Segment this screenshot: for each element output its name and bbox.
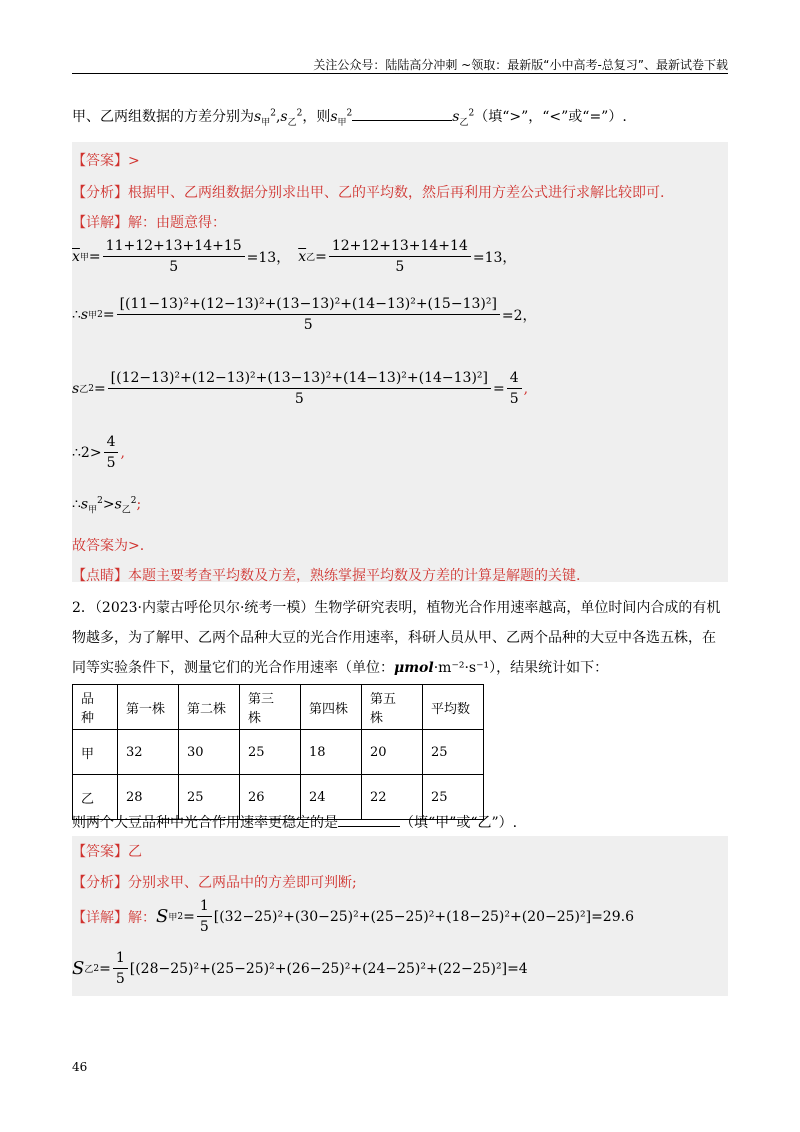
page-header: 关注公众号：陆陆高分冲刺 ~领取：最新版“小中高考-总复习”、最新试卷下载: [313, 58, 728, 72]
table-cell: 25: [240, 730, 301, 775]
a1-comment-line: [72, 565, 580, 585]
table-cell: 32: [118, 730, 179, 775]
a1-answer: >: [128, 153, 140, 169]
var-yi-result-frac: $\frac{4}{5}$: [507, 370, 522, 407]
table-cell: 乙: [73, 775, 118, 820]
a2-analysis-line: 【分析】分别求甲、乙两品中的方差即可判断;: [72, 875, 357, 891]
data-table: [72, 684, 484, 820]
table-cell: 25: [423, 775, 484, 820]
table-cell: 24: [301, 775, 362, 820]
a1-means: $\overline{x}$ 甲 = $\frac{11+12+13+14+15}{5}$ =13， $\overline{x}$ 乙 = $\frac{12+12+13+14+14}{5}$ =13，: [72, 238, 517, 275]
a1-analysis-line: [72, 182, 664, 202]
table-cell: 28: [118, 775, 179, 820]
answer-label: 【答案】: [72, 153, 128, 169]
a1-compare: ∴2 > $\frac{4}{5}$ ,: [72, 434, 125, 471]
a2-analysis: 分别求甲、乙两品中的方差即可判断;: [128, 875, 357, 891]
a2-var-yi: S 乙 2 = $\frac{1}{5}$ [(28−25)²+(25−25)²+(26−25)²+(24−25)²+(22−25)²]=4: [72, 950, 528, 987]
table-cell: 18: [301, 730, 362, 775]
a1-final: 故答案为>.: [72, 538, 145, 554]
q2-line1: 2．（2023·内蒙古呼伦贝尔·统考一模）生物学研究表明，植物光合作用速率越高，单位时间内合成的有机: [72, 600, 721, 616]
table-header-cell: 第五 株: [362, 685, 423, 730]
table-header-row: [73, 685, 484, 730]
a2-answer-line: 【答案】乙: [72, 844, 142, 860]
header-rule: [72, 73, 728, 74]
q2-blank[interactable]: [338, 826, 400, 827]
a2-answer: 乙: [128, 844, 142, 860]
table-header-cell: 平均数: [423, 685, 484, 730]
mean-jia-frac: $\frac{11+12+13+14+15}{5}$: [103, 238, 245, 275]
a1-var-jia: ∴ s 甲 2 = $\frac{\text{[(11−13)²+(12−13)²+(13−13)²+(14−13)²+(15−13)²]}}{5}$ =2，: [72, 296, 537, 333]
q2-ask: 则两个大豆品种中光合作用速率更稳定的是 （填“甲”或“乙”）.: [72, 815, 518, 831]
a2-var-jia: 【详解】 解： S 甲 2 = $\frac{1}{5}$ [(32−25)²+(30−25)²+(25−25)²+(18−25)²+(20−25)²]=29.6: [72, 898, 634, 935]
detail-label: 【详解】: [72, 215, 128, 231]
a1-detail-intro: 解：由题意得：: [128, 215, 226, 231]
q1-stem: 甲、乙两组数据的方差分别为$s_甲^2,s_乙^2$，则$s_甲^2$ $s_乙^2$（填“>”，“<”或“=”）.: [72, 108, 627, 128]
a1-analysis: 根据甲、乙两组数据分别求出甲、乙的平均数，然后再利用方差公式进行求解比较即可.: [128, 185, 665, 201]
table-header-cell: 第一株: [118, 685, 179, 730]
table-header-cell: 第三 株: [240, 685, 301, 730]
comment-label: 【点睛】: [72, 568, 128, 584]
mean-yi-frac: $\frac{12+12+13+14+14}{5}$: [329, 238, 471, 275]
a1-comment: 本题主要考查平均数及方差，熟练掌握平均数及方差的计算是解题的关键.: [128, 568, 581, 584]
a1-var-yi: s 乙 2 = $\frac{\text{[(12−13)²+(12−13)²+(13−13)²+(14−13)²+(14−13)²]}}{5}$ = $\frac{4}{5}$ ,: [72, 370, 529, 407]
table-row: [73, 730, 484, 775]
a1-answer-line: [72, 150, 140, 170]
q2-line3: 同等实验条件下，测量它们的光合作用速率（单位：μmol·m⁻²·s⁻¹），结果统计如下：: [72, 660, 609, 676]
solution1-box: [72, 142, 728, 582]
table-cell: 26: [240, 775, 301, 820]
q2-line2: 物越多，为了解甲、乙两个品种大豆的光合作用速率，科研人员从甲、乙两个品种的大豆中各选五株，在: [72, 630, 716, 646]
a1-therefore: $\therefore s_甲^2>s_乙^2$;: [72, 496, 142, 516]
table-header-cell: 品 种: [73, 685, 118, 730]
q1-stem-a: 甲、乙两组数据的方差分别为: [72, 109, 254, 125]
a1-detail-line: [72, 212, 226, 232]
q1-stem-c: （填“>”，“<”或“=”）.: [474, 109, 627, 125]
table-cell: 25: [179, 775, 240, 820]
table-header-cell: 第四株: [301, 685, 362, 730]
analysis-label: 【分析】: [72, 185, 128, 201]
var-yi-frac: $\frac{\text{[(12−13)²+(12−13)²+(13−13)²+(14−13)²+(14−13)²]}}{5}$: [108, 370, 491, 407]
page-number: 46: [72, 1060, 88, 1074]
table-cell: 22: [362, 775, 423, 820]
var-jia-frac: $\frac{\text{[(11−13)²+(12−13)²+(13−13)²+(14−13)²+(15−13)²]}}{5}$: [117, 296, 500, 333]
q1-stem-b: ，则: [302, 109, 331, 125]
table-cell: 30: [179, 730, 240, 775]
table-cell: 25: [423, 730, 484, 775]
q1-blank[interactable]: [352, 120, 452, 121]
table-cell: 甲: [73, 730, 118, 775]
table-header-cell: 第二株: [179, 685, 240, 730]
table-cell: 20: [362, 730, 423, 775]
